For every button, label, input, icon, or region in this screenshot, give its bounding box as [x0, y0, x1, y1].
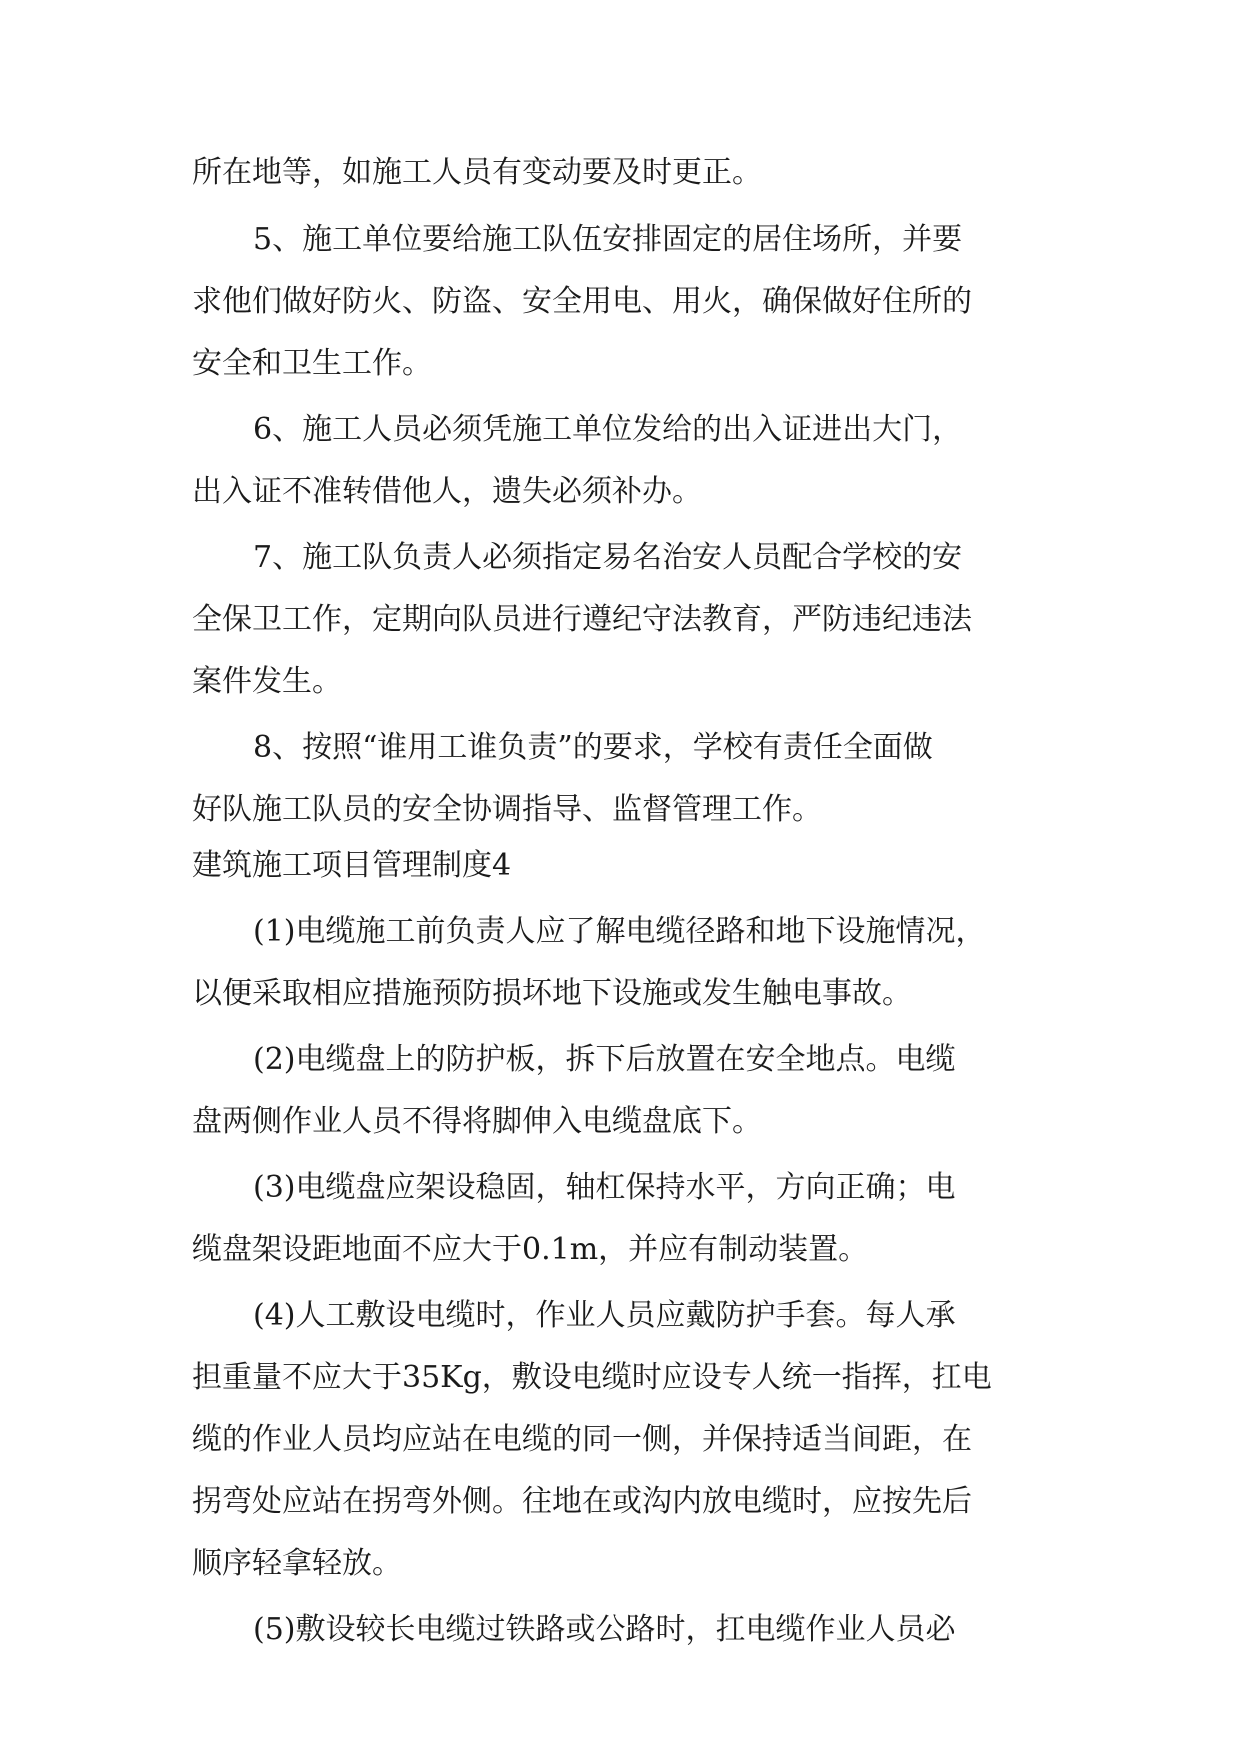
paragraph-3-start: (3)电缆盘应架设稳固，轴杠保持水平，方向正确；电 — [253, 1170, 956, 1205]
paragraph-6-start: 6、施工人员必须凭施工单位发给的出入证进出大门， — [253, 412, 963, 447]
text-line: 顺序轻拿轻放。 — [192, 1546, 402, 1581]
text-line: 全保卫工作，定期向队员进行遵纪守法教育，严防违纪违法 — [192, 602, 972, 637]
paragraph-2-start: (2)电缆盘上的防护板，拆下后放置在安全地点。电缆 — [253, 1042, 956, 1077]
text-line: 出入证不准转借他人，遗失必须补办。 — [192, 474, 702, 509]
section-heading: 建筑施工项目管理制度4 — [192, 848, 512, 883]
text-line: 拐弯处应站在拐弯外侧。往地在或沟内放电缆时，应按先后 — [192, 1484, 972, 1519]
paragraph-1-start: (1)电缆施工前负责人应了解电缆径路和地下设施情况， — [253, 914, 986, 949]
paragraph-7-start: 7、施工队负责人必须指定易名治安人员配合学校的安 — [253, 540, 963, 575]
paragraph-5-start: 5、施工单位要给施工队伍安排固定的居住场所，并要 — [253, 222, 963, 257]
text-line: 所在地等，如施工人员有变动要及时更正。 — [192, 155, 762, 190]
paragraph-8-start: 8、按照“谁用工谁负责”的要求，学校有责任全面做 — [253, 730, 933, 765]
paragraph-5b-start: (5)敷设较长电缆过铁路或公路时，扛电缆作业人员必 — [253, 1612, 956, 1647]
text-line: 安全和卫生工作。 — [192, 346, 432, 381]
text-line: 缆盘架设距地面不应大于0.1m，并应有制动装置。 — [192, 1232, 869, 1267]
text-line: 好队施工队员的安全协调指导、监督管理工作。 — [192, 792, 822, 827]
text-line: 求他们做好防火、防盗、安全用电、用火，确保做好住所的 — [192, 284, 972, 319]
text-line: 以便采取相应措施预防损坏地下设施或发生触电事故。 — [192, 976, 912, 1011]
text-line: 案件发生。 — [192, 664, 342, 699]
text-line: 缆的作业人员均应站在电缆的同一侧，并保持适当间距，在 — [192, 1422, 972, 1457]
paragraph-4-start: (4)人工敷设电缆时，作业人员应戴防护手套。每人承 — [253, 1298, 956, 1333]
text-line: 担重量不应大于35Kg，敷设电缆时应设专人统一指挥，扛电 — [192, 1360, 992, 1395]
text-line: 盘两侧作业人员不得将脚伸入电缆盘底下。 — [192, 1104, 762, 1139]
